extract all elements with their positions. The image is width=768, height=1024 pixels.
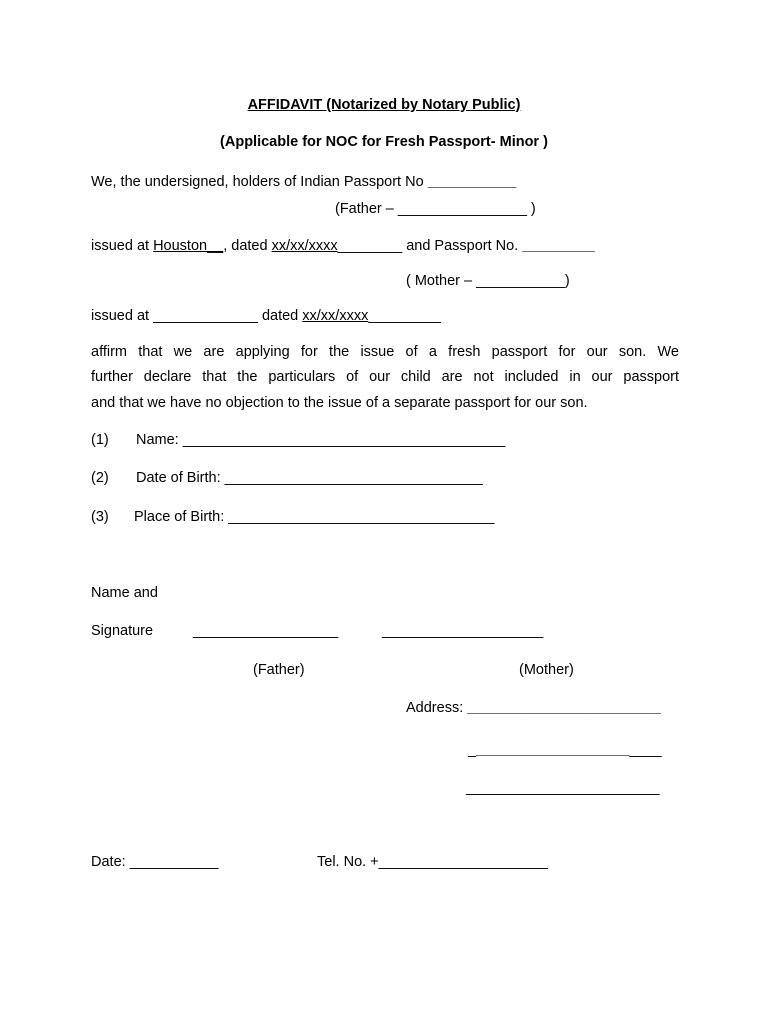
tel-blank[interactable]: _____________________	[378, 854, 549, 870]
issued-date-blank[interactable]: ________	[337, 238, 403, 254]
tel-line	[317, 853, 548, 871]
affirmation-line-3: and that we have no objection to the issue of a separate passport for our son.	[91, 395, 588, 411]
father-caption: (Father)	[253, 662, 305, 678]
signature-label: Signature	[91, 623, 154, 639]
list-item-pob	[91, 508, 109, 526]
mother-signature-blank[interactable]: ________________	[390, 623, 520, 639]
affirmation-line-1: affirm that we are applying for the issue of a fresh passport for our son. We	[91, 344, 679, 360]
father-line	[335, 200, 536, 218]
mother-caption: (Mother)	[519, 662, 574, 678]
item-number: (1)	[91, 432, 109, 448]
address-line-3[interactable]	[466, 779, 660, 797]
issued-date-value[interactable]: xx/xx/xxxx	[271, 238, 338, 254]
address-blank-3[interactable]: ________________________	[466, 780, 660, 796]
issued-date-blank-2[interactable]: _________	[368, 308, 441, 324]
dated-label-2: dated	[257, 308, 303, 324]
pob-blank[interactable]: _________________________________	[228, 509, 495, 525]
father-passport-blank[interactable]: ________________	[397, 201, 527, 217]
father-open: (Father –	[335, 201, 398, 217]
date-blank[interactable]: ___________	[129, 854, 219, 870]
father-close: )	[526, 201, 536, 217]
mother-open: ( Mother –	[406, 273, 477, 289]
and-passport-label: and Passport No.	[402, 238, 523, 254]
dob-label: Date of Birth:	[136, 470, 221, 486]
father-signature-blank[interactable]: ________________	[193, 623, 323, 639]
issued-place-value[interactable]: Houston__	[153, 238, 224, 254]
address-tail-2: ____	[629, 742, 662, 758]
mother-close: )	[564, 273, 570, 289]
address-label: Address:	[406, 700, 464, 716]
affirmation-line-2: further declare that the particulars of our child are not included in our passport	[91, 369, 679, 385]
issued-at-label: issued at	[91, 238, 154, 254]
father-signature-tail: __	[322, 623, 339, 639]
list-item-dob-field	[136, 469, 483, 487]
list-item-pob-field	[134, 508, 494, 526]
date-line	[91, 853, 218, 871]
date-label: Date:	[91, 854, 126, 870]
issued-date-value-2[interactable]: xx/xx/xxxx	[302, 308, 369, 324]
name-blank[interactable]: ________________________________________	[182, 432, 506, 448]
passport-number-blank[interactable]: ___________	[427, 174, 517, 190]
address-blank-1[interactable]: ________________________	[467, 700, 661, 716]
issued-at-label-2: issued at	[91, 308, 154, 324]
name-and-label: Name and	[91, 585, 158, 601]
mother-line	[406, 272, 570, 290]
mother-passport-number-blank[interactable]: _________	[522, 238, 595, 254]
list-item-name-field	[136, 431, 505, 449]
address-lead-2: _	[468, 742, 477, 758]
mother-signature-tail: ___	[519, 623, 544, 639]
dated-label: , dated	[223, 238, 272, 254]
father-signature-line[interactable]	[193, 622, 338, 640]
tel-label: Tel. No. +	[317, 854, 379, 870]
list-item-name	[91, 431, 109, 449]
item-number: (2)	[91, 470, 109, 486]
address-line-1	[406, 699, 661, 717]
name-label: Name:	[136, 432, 179, 448]
issued-place-blank-2[interactable]: _____________	[153, 308, 258, 324]
mother-passport-blank[interactable]: ___________	[476, 273, 565, 289]
item-number: (3)	[91, 509, 109, 525]
address-line-2[interactable]	[468, 741, 662, 759]
mother-signature-lead: _	[382, 623, 391, 639]
pob-label: Place of Birth:	[134, 509, 225, 525]
mother-signature-line[interactable]	[382, 622, 543, 640]
document-subtitle: (Applicable for NOC for Fresh Passport- Minor )	[220, 134, 548, 150]
passport-holders-text: We, the undersigned, holders of Indian Passport No	[91, 174, 424, 190]
passport-holders-line	[91, 173, 516, 191]
issued-at-line-2	[91, 307, 441, 325]
document-title: AFFIDAVIT (Notarized by Notary Public)	[247, 97, 521, 113]
dob-blank[interactable]: ________________________________	[224, 470, 483, 486]
issued-at-line-1	[91, 237, 595, 255]
address-blank-2[interactable]: ___________________	[476, 742, 630, 758]
list-item-dob	[91, 469, 109, 487]
